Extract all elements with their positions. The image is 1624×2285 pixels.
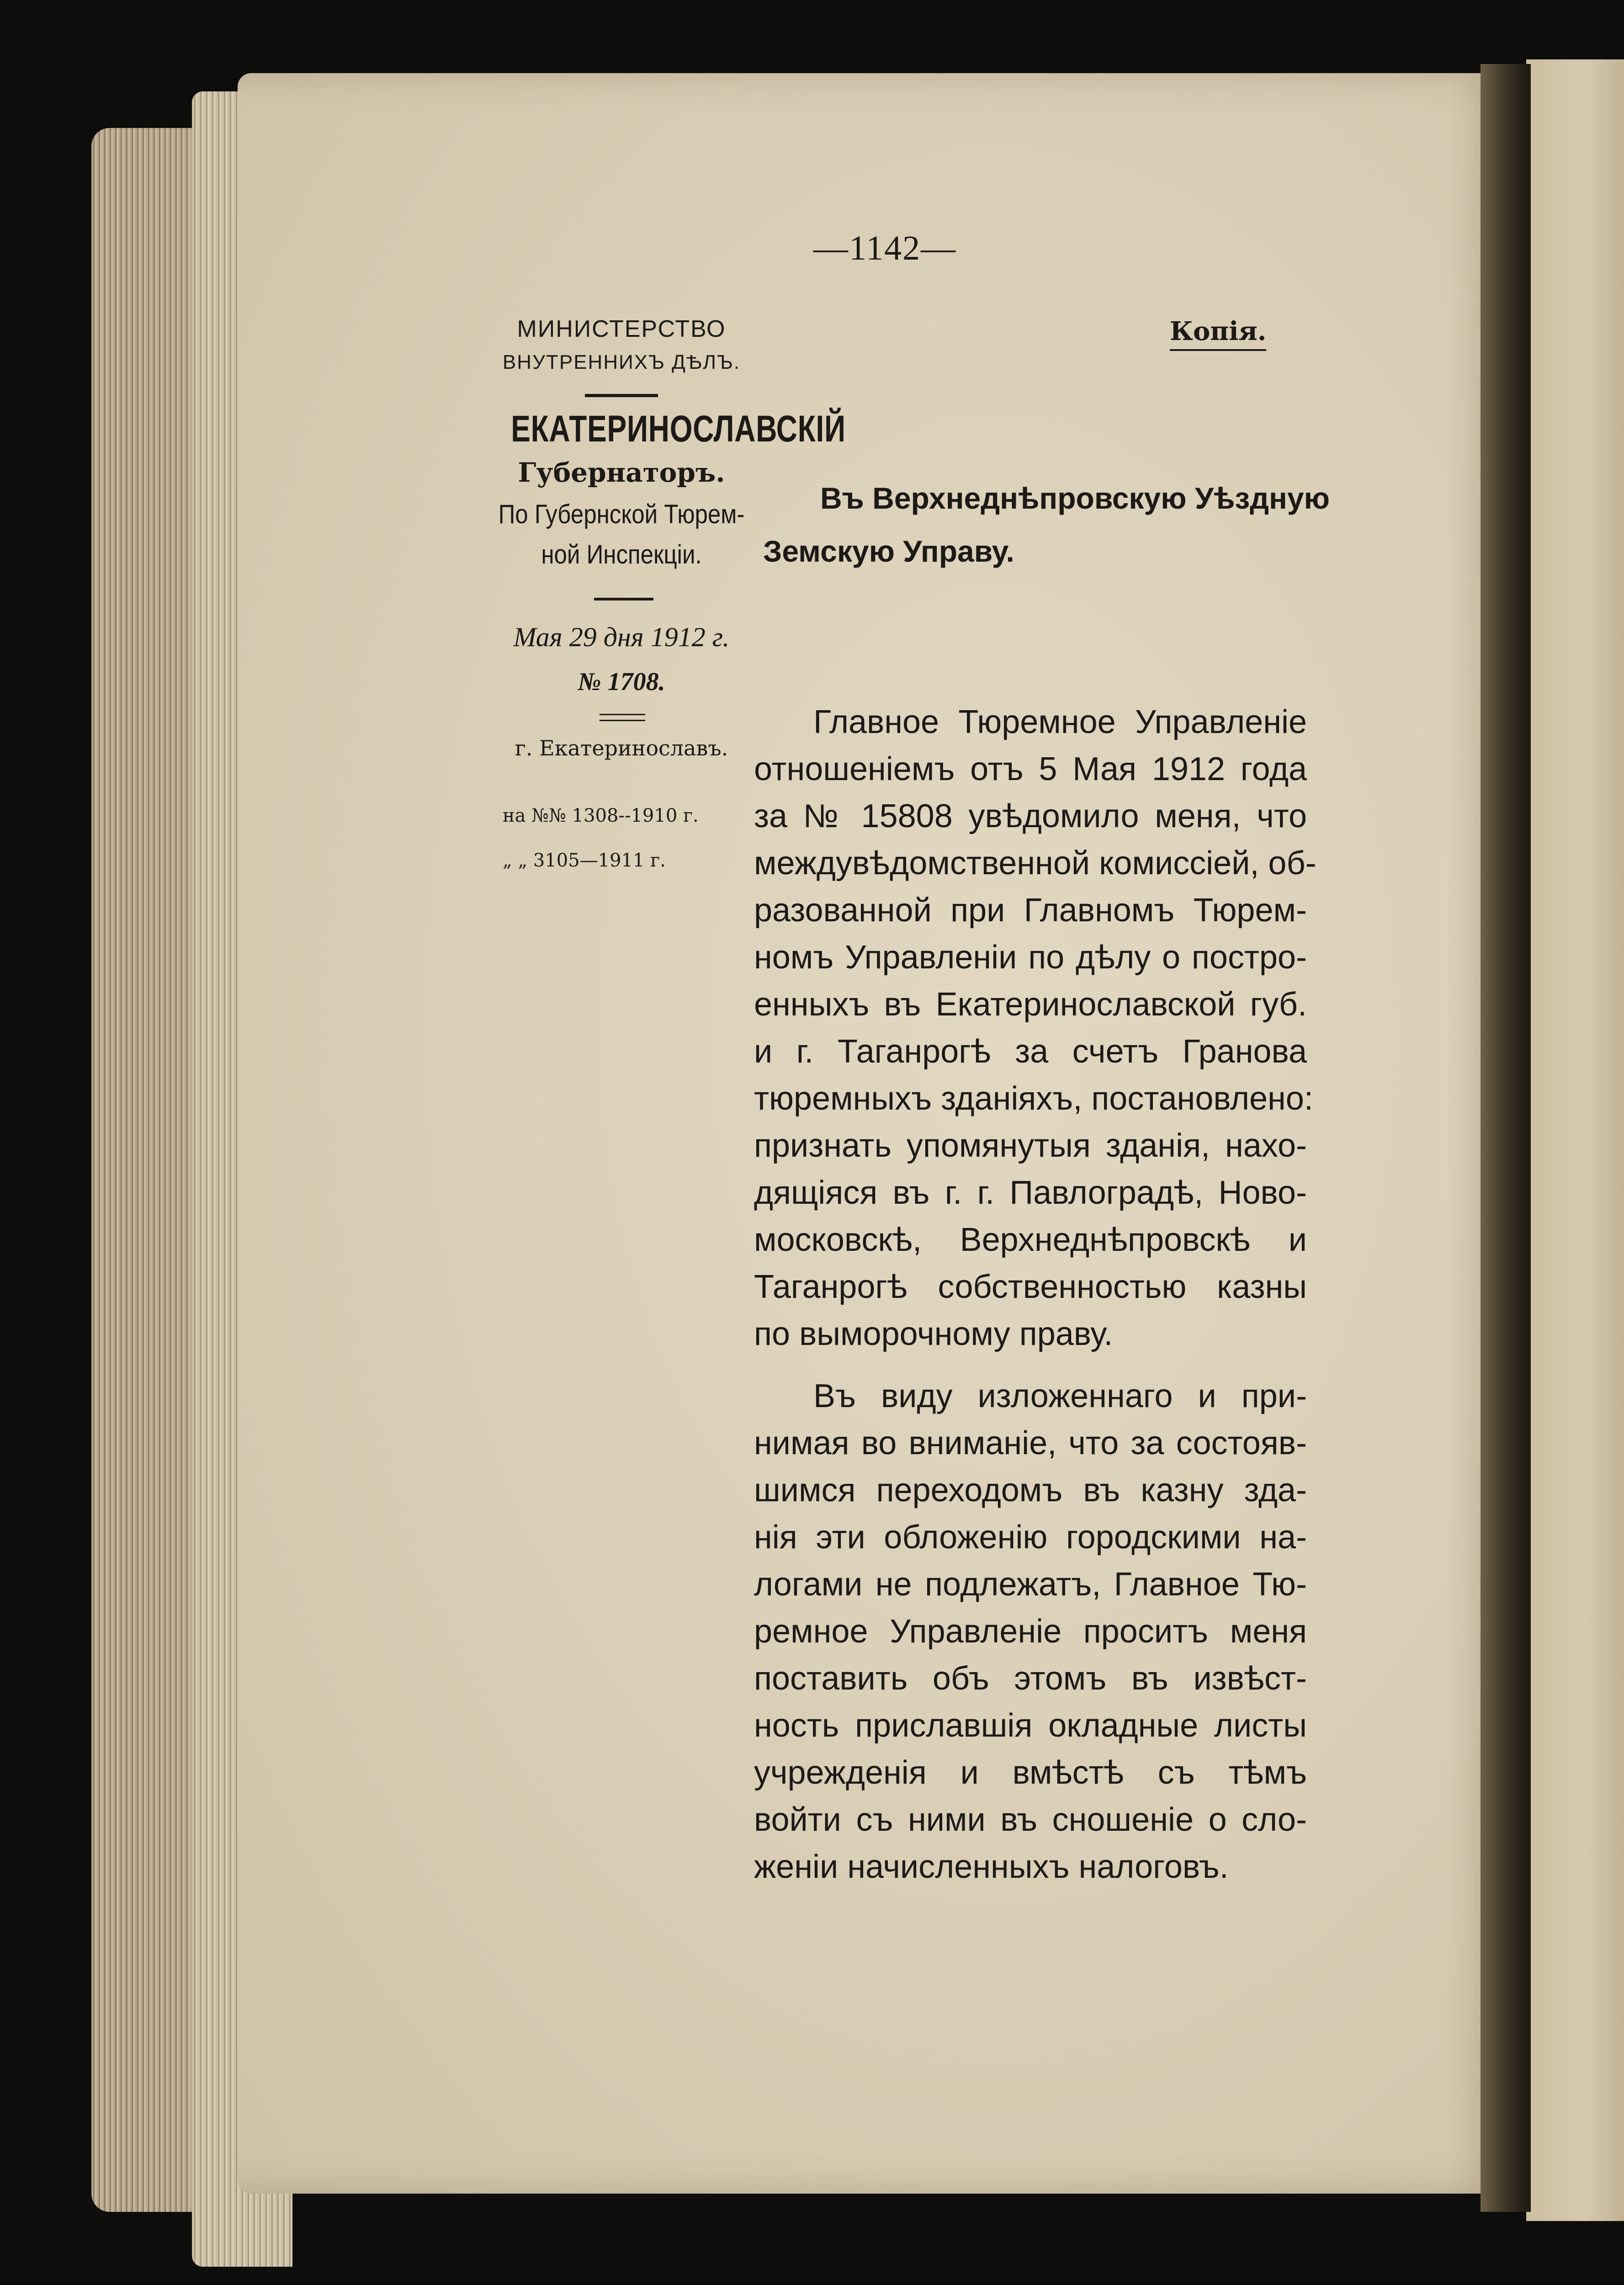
reference-line-2: „ „ 3105—1911 г. <box>503 850 666 871</box>
letterhead-double-rule <box>600 714 645 721</box>
text-line: тюремныхъ зданіяхъ, постановлено: <box>754 1080 1313 1117</box>
text-line: московскѣ, Верхнеднѣпровскѣ и <box>754 1222 1307 1258</box>
text-line: и г. Таганрогѣ за счетъ Гранова <box>754 1033 1307 1070</box>
reference-line-1: на №№ 1308--1910 г. <box>503 805 699 826</box>
ministry-line-2: ВНУТРЕННИХЪ ДѢЛЪ. <box>502 351 741 373</box>
text-line: шимся переходомъ въ казну зда- <box>754 1472 1307 1509</box>
text-line: признать упомянутыя зданія, нахо- <box>754 1127 1307 1164</box>
facing-page <box>1526 59 1624 2221</box>
text-line: Въ виду изложеннаго и при- <box>813 1378 1307 1414</box>
addressee-line-2: Земскую Управу. <box>763 534 1014 568</box>
text-line: номъ Управленіи по дѣлу о постро- <box>754 939 1307 976</box>
letter-date: Мая 29 дня 1912 г. <box>513 622 730 652</box>
text-line: женіи начисленныхъ налоговъ. <box>754 1849 1229 1885</box>
text-line: нимая во вниманіе, что за состояв- <box>754 1425 1307 1461</box>
department-line-1: По Губернской Тюрем- <box>498 500 745 529</box>
text-line: войти съ ними въ сношеніе о сло- <box>754 1801 1307 1838</box>
text-line: енныхъ въ Екатеринославской губ. <box>754 986 1307 1023</box>
page-number: —1142— <box>813 229 957 267</box>
text-line: разованной при Главномъ Тюрем- <box>754 892 1307 929</box>
book-gutter <box>1481 64 1531 2212</box>
text-line: междувѣдомственной комиссіей, об- <box>754 845 1316 882</box>
addressee-line-1: Въ Верхнеднѣпровскую Уѣздную <box>820 481 1330 515</box>
letterhead-rule-2 <box>594 598 653 600</box>
text-line: по выморочному праву. <box>754 1316 1113 1352</box>
text-line: ность приславшія окладные листы <box>754 1707 1307 1744</box>
text-line: ремное Управленіе проситъ меня <box>754 1613 1307 1650</box>
text-line: за № 15808 увѣдомило меня, что <box>754 798 1307 834</box>
text-line: нія эти обложенію городскими на- <box>754 1519 1307 1556</box>
text-line: Главное Тюремное Управленіе <box>813 704 1307 740</box>
text-line: учрежденія и вмѣстѣ съ тѣмъ <box>754 1754 1307 1791</box>
text-line: логами не подлежатъ, Главное Тю- <box>754 1566 1307 1603</box>
governor-title: ЕКАТЕРИНОСЛАВСКІЙ <box>511 408 846 450</box>
text-line: поставить объ этомъ въ извѣст- <box>754 1660 1307 1697</box>
governor-subtitle: Губернаторъ. <box>518 457 725 488</box>
letterhead-rule <box>585 394 658 397</box>
text-line: дящіяся въ г. г. Павлоградѣ, Ново- <box>754 1174 1307 1211</box>
text-line: Таганрогѣ собственностью казны <box>754 1269 1307 1305</box>
department-line-2: ной Инспекціи. <box>541 540 702 569</box>
copy-label: Копія. <box>1170 316 1266 351</box>
ministry-line-1: МИНИСТЕРСТВО <box>517 316 726 342</box>
text-line: отношеніемъ отъ 5 Мая 1912 года <box>754 751 1307 787</box>
letterhead <box>480 0 846 914</box>
letter-city: г. Екатеринославъ. <box>515 736 728 760</box>
letter-number: № 1708. <box>578 668 665 696</box>
